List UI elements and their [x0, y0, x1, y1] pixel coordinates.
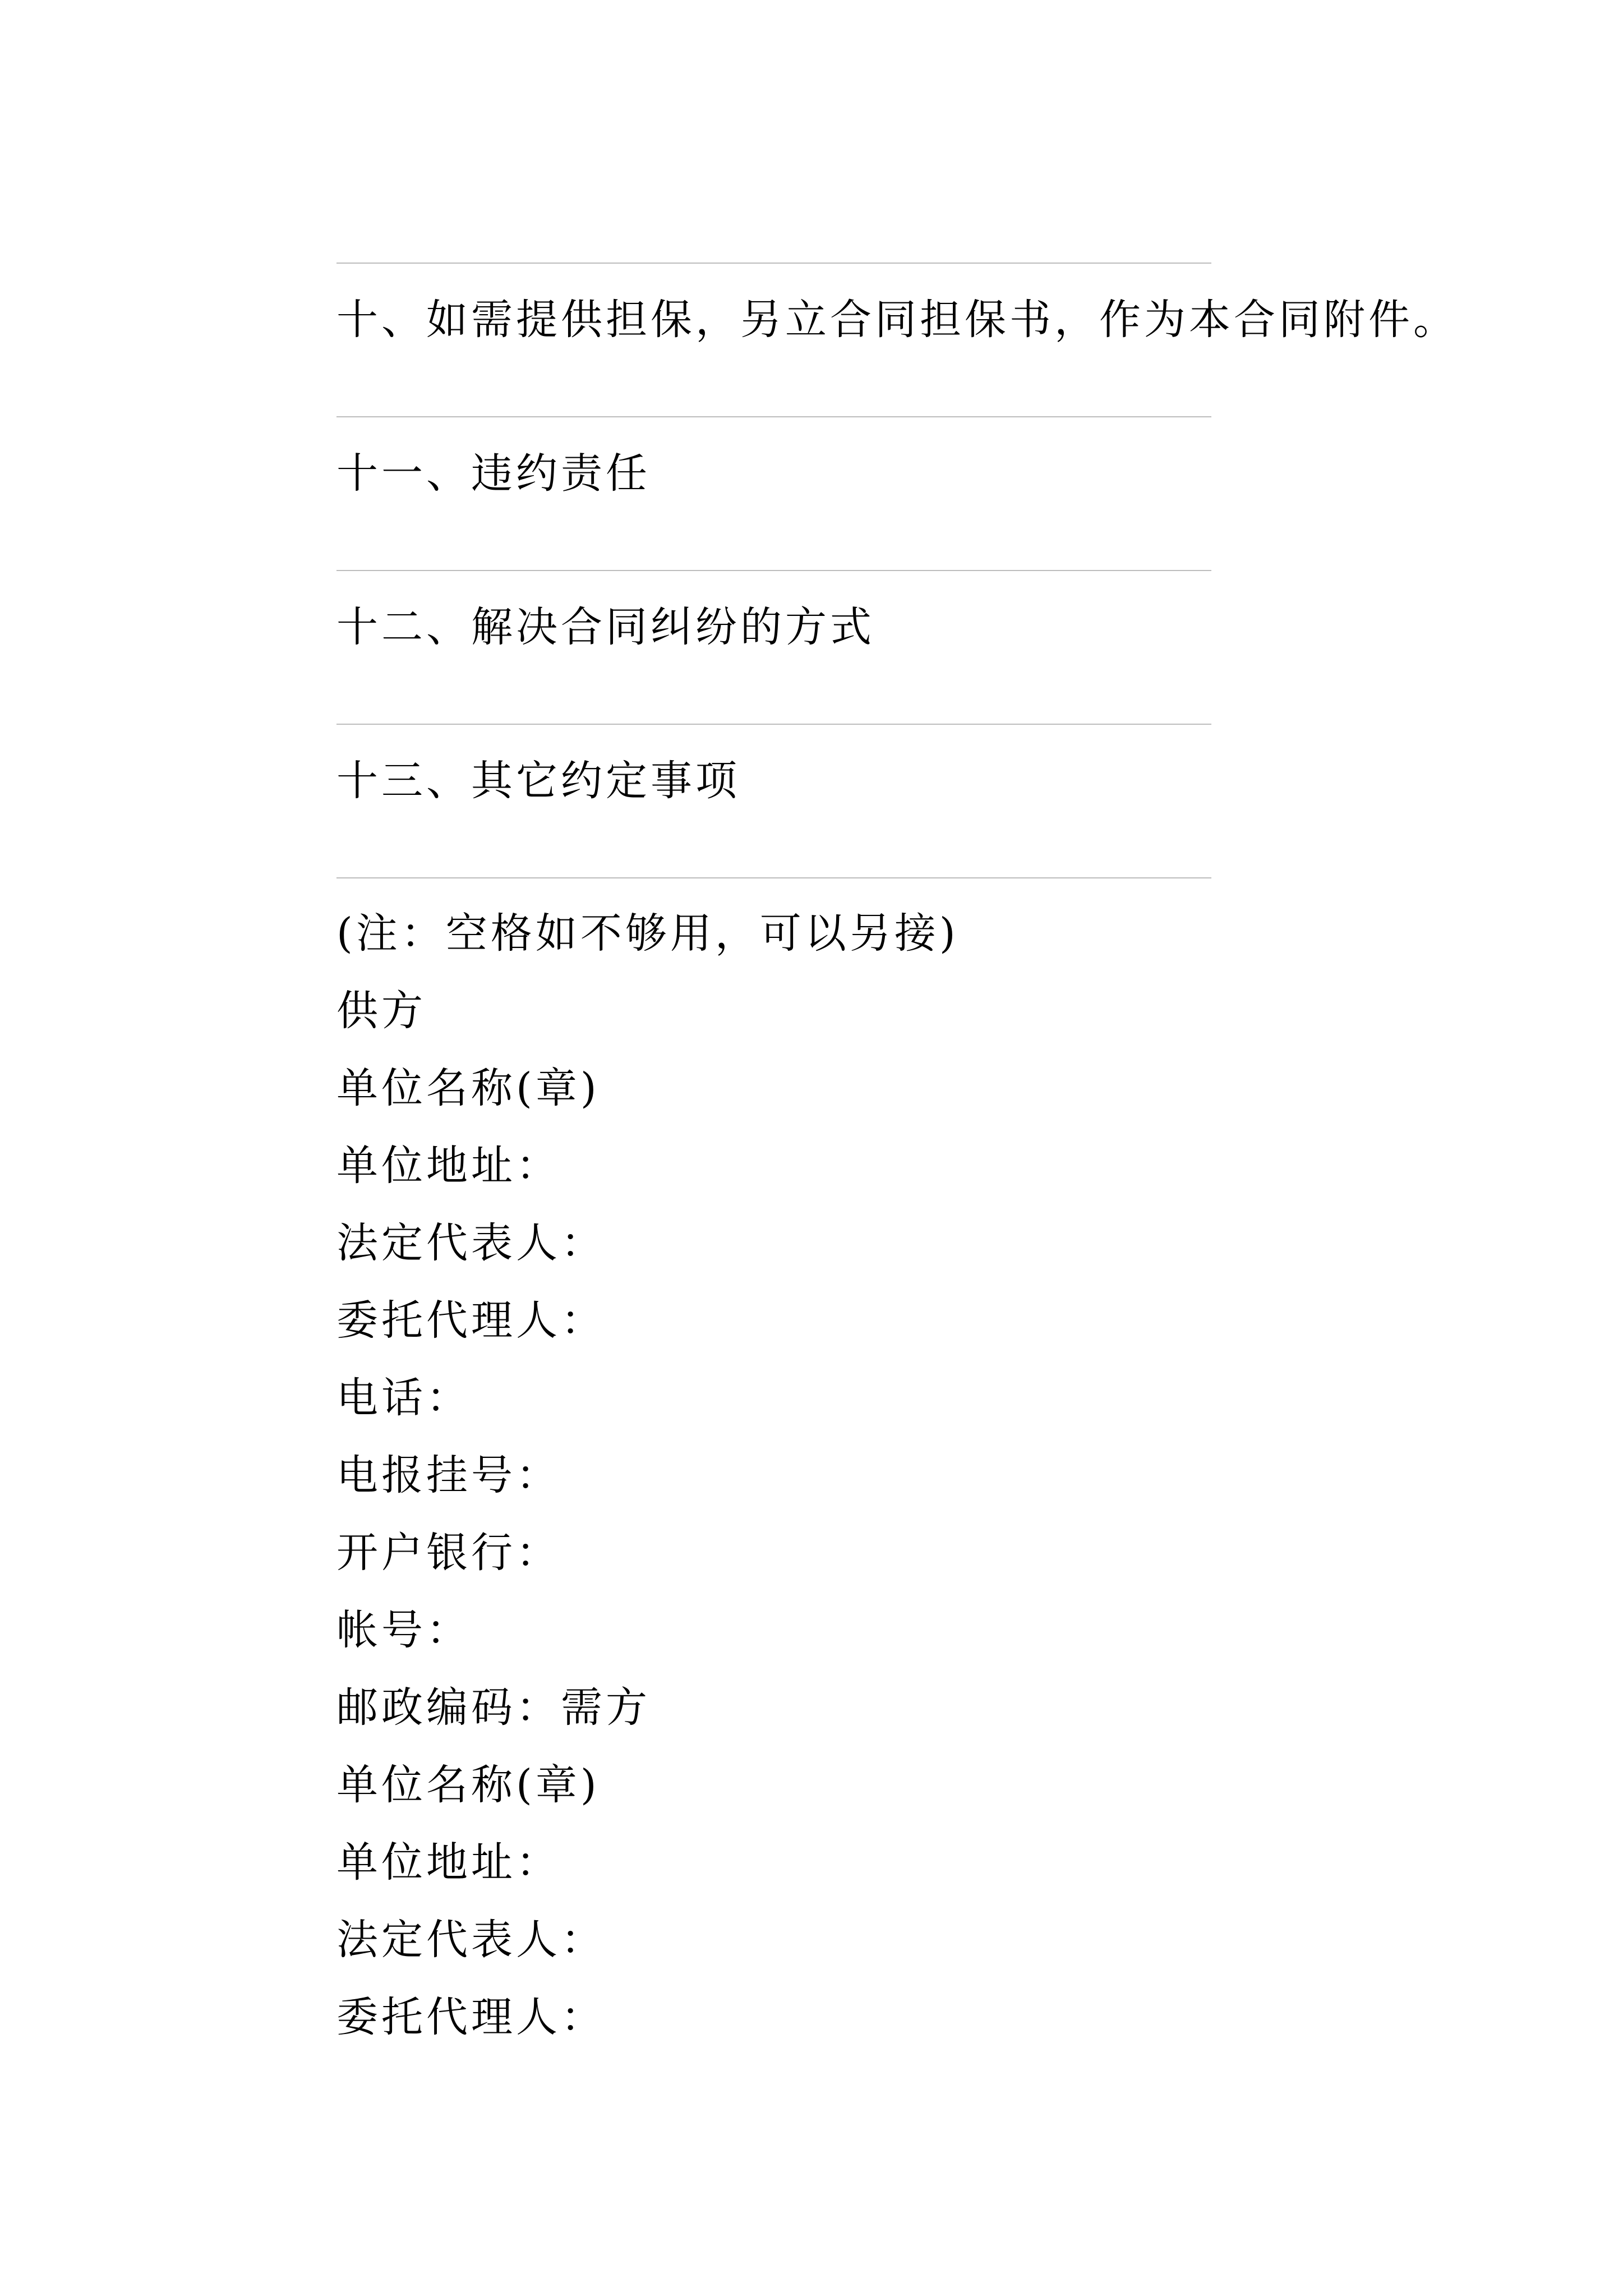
fill-in-line — [336, 416, 1211, 417]
buyer-legal-rep-label: 法定代表人： — [336, 1916, 606, 1964]
buyer-name-label: 单位名称(章) — [336, 1761, 600, 1809]
supplier-agent-label: 委托代理人： — [336, 1296, 606, 1345]
fill-in-line — [336, 570, 1211, 571]
clause-13-other-terms: 十三、其它约定事项 — [336, 757, 740, 805]
buyer-agent-label: 委托代理人： — [336, 1993, 606, 2041]
fill-in-line — [336, 877, 1211, 878]
supplier-postcode-label: 邮政编码：需方 — [336, 1683, 651, 1732]
supplier-heading: 供方 — [336, 987, 426, 1035]
supplier-telegraph-label: 电报挂号： — [336, 1451, 561, 1499]
fill-in-line — [336, 724, 1211, 725]
clause-12-dispute-resolution: 十二、解决合同纠纷的方式 — [336, 603, 875, 651]
clause-11-breach-liability: 十一、违约责任 — [336, 449, 651, 498]
supplier-phone-label: 电话： — [336, 1374, 471, 1422]
supplier-address-label: 单位地址： — [336, 1142, 561, 1190]
supplier-account-label: 帐号： — [336, 1606, 471, 1654]
fill-in-line — [336, 263, 1211, 264]
buyer-address-label: 单位地址： — [336, 1838, 561, 1887]
space-note: (注：空格如不够用，可以另接) — [336, 909, 959, 958]
supplier-bank-label: 开户银行： — [336, 1529, 561, 1577]
supplier-legal-rep-label: 法定代表人： — [336, 1219, 606, 1267]
clause-10-guarantee: 十、如需提供担保，另立合同担保书，作为本合同附件。 — [336, 296, 1458, 344]
supplier-name-label: 单位名称(章) — [336, 1064, 600, 1112]
